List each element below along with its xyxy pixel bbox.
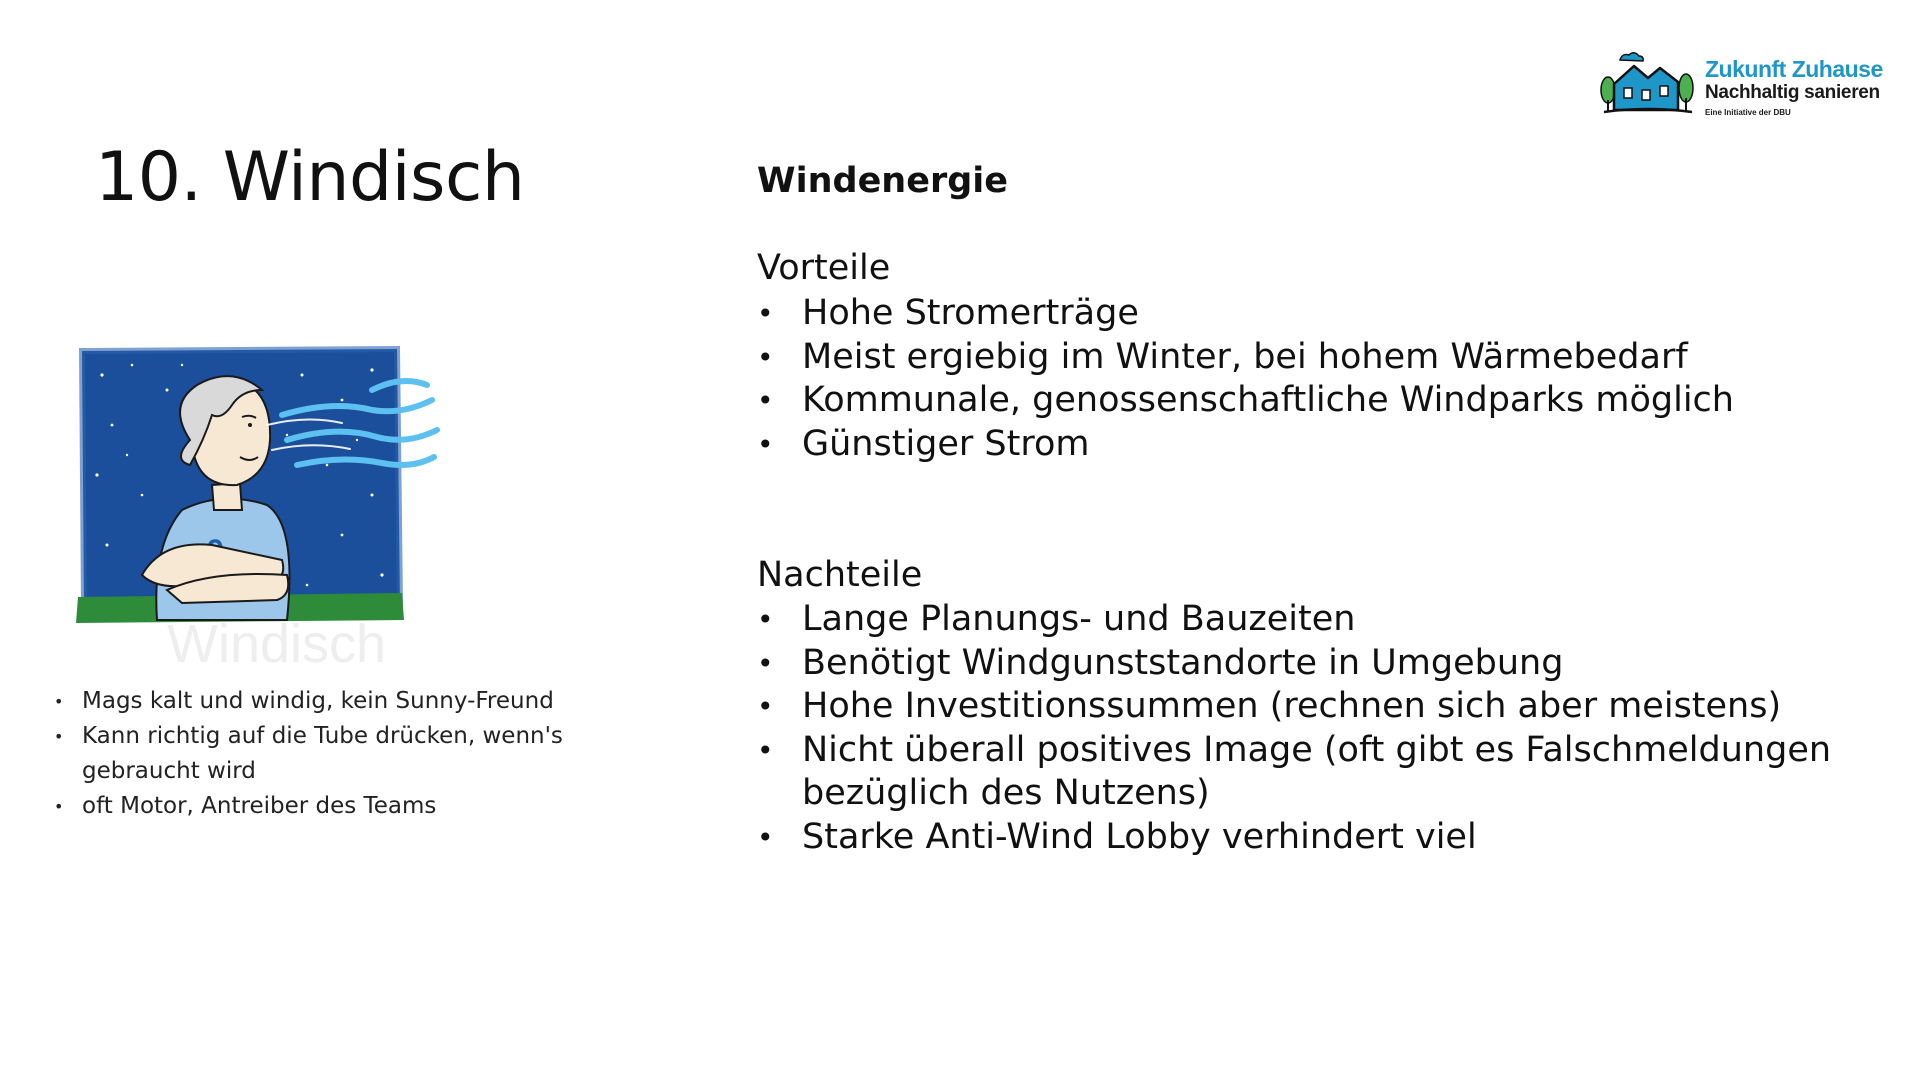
pro-text: Meist ergiebig im Winter, bei hohem Wärmebedarf — [802, 336, 1688, 377]
pros-label: Vorteile — [757, 248, 891, 288]
list-item — [50, 719, 570, 789]
bullet-icon: • — [757, 297, 774, 330]
list-item — [50, 684, 570, 719]
list-item — [757, 685, 1877, 729]
list-item — [757, 423, 1877, 467]
bullet-icon: • — [757, 820, 774, 854]
trait-text: oft Motor, Antreiber des Teams — [82, 793, 437, 819]
logo-subtitle: Nachhaltig sanieren — [1705, 82, 1880, 103]
list-item — [757, 816, 1877, 860]
list-item — [757, 729, 1877, 816]
cons-list — [757, 598, 1877, 860]
pros-list — [757, 292, 1877, 466]
bullet-icon: • — [757, 690, 774, 724]
bullet-icon: • — [757, 340, 774, 374]
logo-title: Zukunft Zuhause — [1705, 56, 1883, 82]
list-item — [757, 642, 1877, 686]
bullet-icon: • — [54, 692, 64, 711]
trait-text: Mags kalt und windig, kein Sunny-Freund — [82, 688, 554, 714]
trait-text: Kann richtig auf die Tube drücken, wenn's gebraucht wird — [82, 723, 563, 784]
pro-text: Kommunale, genossenschaftliche Windparks möglich — [802, 380, 1734, 421]
con-text: Hohe Investitionssummen (rechnen sich aber meistens) — [802, 686, 1782, 727]
list-item — [757, 379, 1877, 423]
con-text: Lange Planungs- und Bauzeiten — [802, 599, 1356, 639]
pro-text: Hohe Stromerträge — [802, 293, 1139, 333]
bullet-icon: • — [757, 646, 774, 680]
con-text: Starke Anti-Wind Lobby verhindert viel — [802, 816, 1477, 857]
con-text: Benötigt Windgunststandorte in Umgebung — [802, 642, 1564, 683]
con-text: Nicht überall positives Image (oft gibt es Falschmeldungen bezüglich des Nutzens) — [802, 729, 1832, 814]
list-item — [757, 292, 1877, 336]
logo — [1598, 50, 1883, 130]
illustration-caption: Windisch — [167, 614, 387, 674]
bullet-icon: • — [757, 733, 774, 767]
traits-list — [50, 684, 570, 824]
pro-text: Günstiger Strom — [802, 423, 1090, 464]
list-item — [757, 598, 1877, 642]
cons-label: Nachteile — [757, 555, 923, 595]
bullet-icon: • — [757, 603, 774, 636]
page-title: 10. Windisch — [95, 138, 525, 217]
list-item — [757, 336, 1877, 380]
bullet-icon: • — [54, 727, 64, 746]
bullet-icon: • — [757, 384, 774, 418]
bullet-icon: • — [54, 797, 64, 816]
logo-tagline: Eine Initiative der DBU — [1705, 108, 1791, 117]
section-heading: Windenergie — [757, 161, 1009, 201]
character-illustration — [72, 345, 447, 675]
list-item — [50, 789, 570, 824]
bullet-icon: • — [757, 427, 774, 461]
house-logo-icon — [1598, 50, 1698, 122]
